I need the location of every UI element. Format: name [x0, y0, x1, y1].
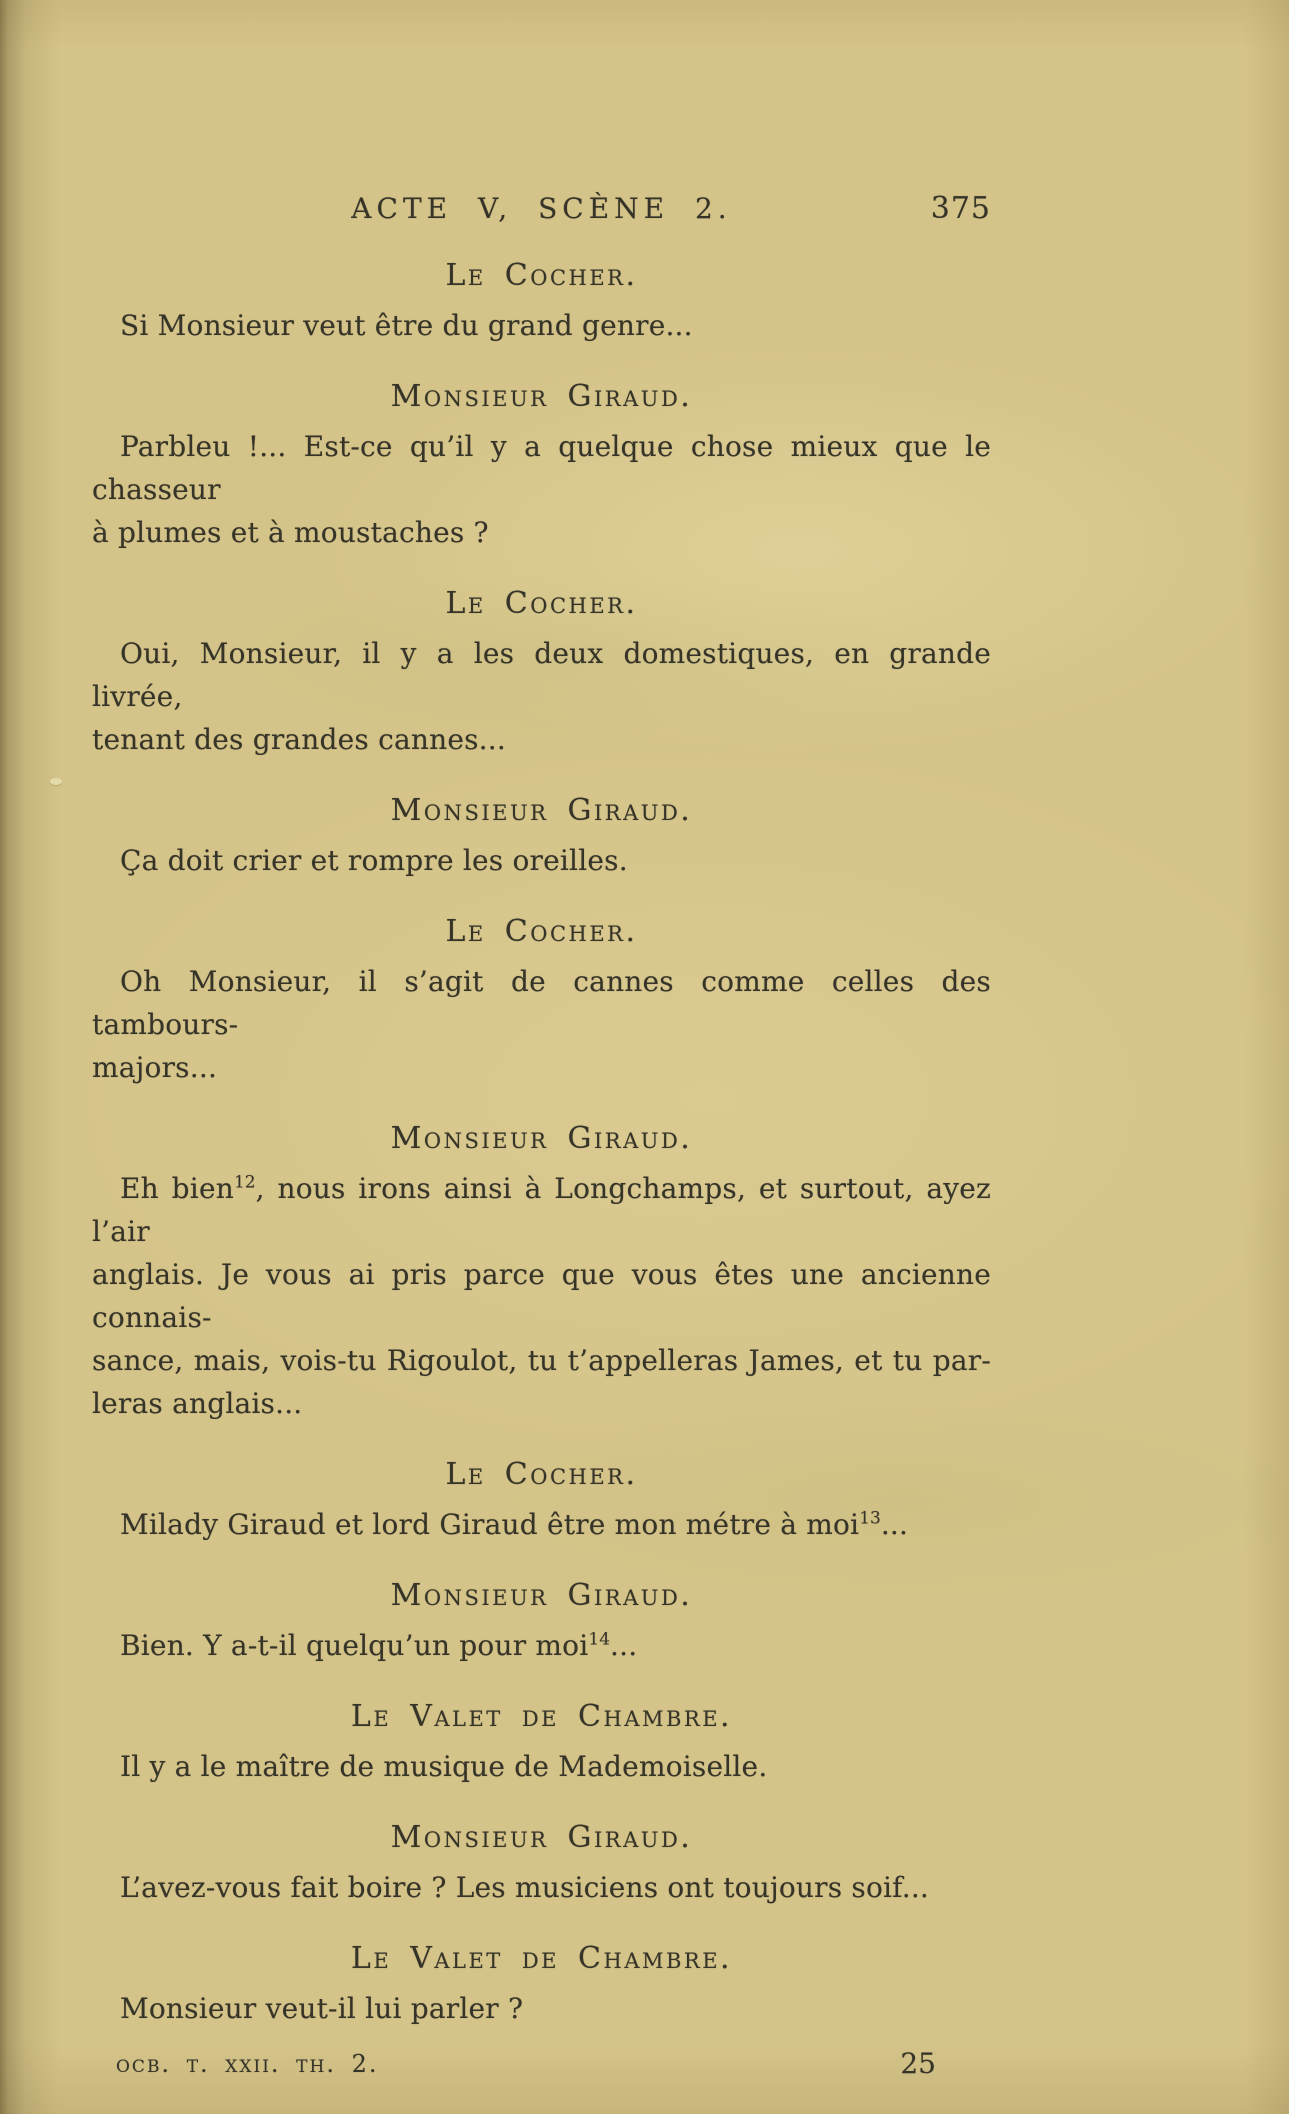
dialogue-entry	[92, 254, 991, 347]
footer-signature: ocb. t. xxii. th. 2.	[116, 2050, 379, 2078]
dialogue-line: anglais. Je vous ai pris parce que vous êtes une ancienne connais-	[92, 1258, 991, 1334]
dialogue-entry	[92, 1816, 991, 1909]
dialogue-line: majors...	[92, 1051, 218, 1084]
dialogue-entry	[92, 1695, 991, 1788]
page-header	[92, 192, 991, 226]
line-text: ...	[880, 1508, 909, 1541]
line-text: Eh bien	[120, 1172, 234, 1205]
dialogue-line: Oh Monsieur, il s’agit de cannes comme celles des tambours-	[92, 965, 991, 1041]
speaker-name: Le Cocher.	[445, 586, 638, 621]
dialogue-line: tenant des grandes cannes...	[92, 723, 506, 756]
speaker-name: Monsieur Giraud.	[390, 1820, 693, 1855]
dialogue-line	[92, 1503, 991, 1546]
dialogue-entry	[92, 375, 991, 554]
line-text: Bien. Y a-t-il quelqu’un pour moi	[120, 1629, 589, 1662]
dialogue-entry	[92, 1117, 991, 1425]
page-number: 375	[930, 191, 991, 226]
speaker-name: Le Cocher.	[445, 1457, 638, 1492]
speaker-name: Monsieur Giraud.	[390, 793, 693, 828]
dialogue-line: Parbleu !... Est-ce qu’il y a quelque chose mieux que le chasseur	[92, 430, 991, 506]
dialogue-entry	[92, 1937, 991, 2030]
footnote-ref: 13	[859, 1508, 881, 1529]
page-footer	[92, 2046, 991, 2082]
line-text: ...	[610, 1629, 638, 1662]
footnote-ref: 14	[588, 1629, 611, 1650]
dialogue-entry	[92, 1574, 991, 1667]
line-text: , nous irons ainsi à Longchamps, et surtout, ayez l’air	[92, 1172, 992, 1248]
speaker-name: Monsieur Giraud.	[390, 1578, 693, 1613]
paper-speck	[50, 778, 62, 785]
speaker-name: Le Cocher.	[445, 258, 638, 293]
speaker-name: Monsieur Giraud.	[390, 379, 693, 414]
dialogue-line: leras anglais...	[92, 1387, 303, 1420]
dialogue-line: Oui, Monsieur, il y a les deux domestiques, en grande livrée,	[92, 637, 991, 713]
dialogue-line: Si Monsieur veut être du grand genre...	[120, 309, 693, 342]
speaker-name: Le Valet de Chambre.	[350, 1699, 733, 1734]
running-title: ACTE V, SCÈNE 2.	[351, 192, 732, 225]
dialogue-entry	[92, 910, 991, 1089]
dialogue-line: Monsieur veut-il lui parler ?	[120, 1992, 524, 2025]
footer-sheet-number: 25	[900, 2047, 936, 2080]
page-content	[92, 0, 991, 2082]
speaker-name: Le Cocher.	[445, 914, 638, 949]
dialogue-line: sance, mais, vois-tu Rigoulot, tu t’appelleras James, et tu par-	[92, 1344, 991, 1377]
line-text: Milady Giraud et lord Giraud être mon métre à moi	[120, 1508, 860, 1541]
footnote-ref: 12	[233, 1172, 256, 1193]
dialogue-line: Ça doit crier et rompre les oreilles.	[120, 844, 628, 877]
dialogue-line	[92, 1624, 991, 1667]
dialogue-line: Il y a le maître de musique de Mademoiselle.	[120, 1750, 768, 1783]
dialogue-line: L’avez-vous fait boire ? Les musiciens ont toujours soif...	[120, 1871, 930, 1904]
dialogue-entry	[92, 582, 991, 761]
dialogue-line	[92, 1167, 991, 1253]
dialogue-line: à plumes et à moustaches ?	[92, 516, 489, 549]
dialogue-entry	[92, 1453, 991, 1546]
speaker-name: Le Valet de Chambre.	[350, 1941, 733, 1976]
dialogue-entry	[92, 789, 991, 882]
speaker-name: Monsieur Giraud.	[390, 1121, 693, 1156]
